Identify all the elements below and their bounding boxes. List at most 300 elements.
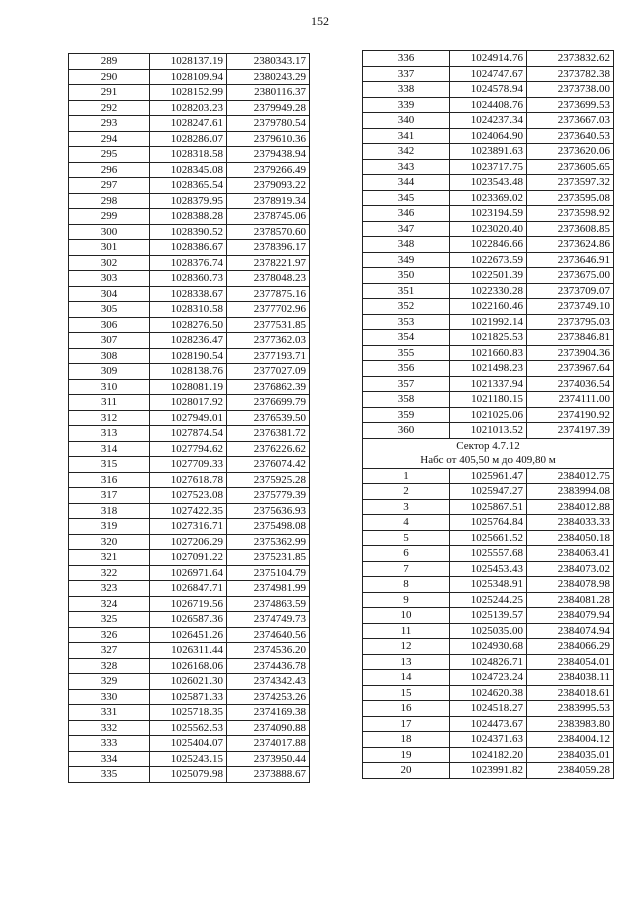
x-coordinate: 1023369.02 bbox=[450, 190, 527, 206]
point-number: 16 bbox=[363, 701, 450, 717]
x-coordinate: 1026451.26 bbox=[150, 627, 227, 643]
x-coordinate: 1025243.15 bbox=[150, 751, 227, 767]
x-coordinate: 1024518.27 bbox=[450, 701, 527, 717]
table-row bbox=[363, 51, 614, 67]
table-row bbox=[69, 472, 310, 488]
y-coordinate: 2383995.53 bbox=[527, 701, 614, 717]
y-coordinate: 2376539.50 bbox=[227, 410, 310, 426]
point-number: 290 bbox=[69, 69, 150, 85]
y-coordinate: 2378221.97 bbox=[227, 255, 310, 271]
table-row bbox=[69, 488, 310, 504]
point-number: 320 bbox=[69, 534, 150, 550]
table-row bbox=[363, 515, 614, 531]
table-row bbox=[69, 627, 310, 643]
point-number: 355 bbox=[363, 345, 450, 361]
x-coordinate: 1024473.67 bbox=[450, 716, 527, 732]
y-coordinate: 2374749.73 bbox=[227, 612, 310, 628]
point-number: 350 bbox=[363, 268, 450, 284]
y-coordinate: 2384078.98 bbox=[527, 577, 614, 593]
table-row bbox=[363, 747, 614, 763]
x-coordinate: 1024747.67 bbox=[450, 66, 527, 82]
table-row bbox=[69, 147, 310, 163]
table-row bbox=[69, 658, 310, 674]
y-coordinate: 2384066.29 bbox=[527, 639, 614, 655]
y-coordinate: 2373699.53 bbox=[527, 97, 614, 113]
point-number: 18 bbox=[363, 732, 450, 748]
y-coordinate: 2384081.28 bbox=[527, 592, 614, 608]
point-number: 289 bbox=[69, 54, 150, 70]
x-coordinate: 1022846.66 bbox=[450, 237, 527, 253]
table-row bbox=[69, 720, 310, 736]
table-row bbox=[69, 751, 310, 767]
point-number: 328 bbox=[69, 658, 150, 674]
point-number: 12 bbox=[363, 639, 450, 655]
x-coordinate: 1025453.43 bbox=[450, 561, 527, 577]
table-row bbox=[363, 407, 614, 423]
table-row bbox=[363, 345, 614, 361]
y-coordinate: 2374342.43 bbox=[227, 674, 310, 690]
point-number: 322 bbox=[69, 565, 150, 581]
sector-header bbox=[363, 438, 614, 468]
x-coordinate: 1025348.91 bbox=[450, 577, 527, 593]
y-coordinate: 2373595.08 bbox=[527, 190, 614, 206]
table-row bbox=[363, 314, 614, 330]
point-number: 315 bbox=[69, 457, 150, 473]
table-row bbox=[363, 670, 614, 686]
x-coordinate: 1026847.71 bbox=[150, 581, 227, 597]
table-row bbox=[69, 534, 310, 550]
table-row bbox=[69, 550, 310, 566]
y-coordinate: 2373620.06 bbox=[527, 144, 614, 160]
point-number: 344 bbox=[363, 175, 450, 191]
x-coordinate: 1028152.99 bbox=[150, 85, 227, 101]
point-number: 319 bbox=[69, 519, 150, 535]
y-coordinate: 2374981.99 bbox=[227, 581, 310, 597]
point-number: 296 bbox=[69, 162, 150, 178]
table-row bbox=[363, 206, 614, 222]
y-coordinate: 2374640.56 bbox=[227, 627, 310, 643]
y-coordinate: 2377193.71 bbox=[227, 348, 310, 364]
y-coordinate: 2377362.03 bbox=[227, 333, 310, 349]
point-number: 332 bbox=[69, 720, 150, 736]
table-row bbox=[363, 561, 614, 577]
y-coordinate: 2384038.11 bbox=[527, 670, 614, 686]
table-row bbox=[363, 654, 614, 670]
point-number: 316 bbox=[69, 472, 150, 488]
y-coordinate: 2374090.88 bbox=[227, 720, 310, 736]
y-coordinate: 2384012.75 bbox=[527, 468, 614, 484]
x-coordinate: 1028379.95 bbox=[150, 193, 227, 209]
point-number: 348 bbox=[363, 237, 450, 253]
y-coordinate: 2374190.92 bbox=[527, 407, 614, 423]
table-row bbox=[69, 333, 310, 349]
x-coordinate: 1021660.83 bbox=[450, 345, 527, 361]
y-coordinate: 2379610.36 bbox=[227, 131, 310, 147]
point-number: 294 bbox=[69, 131, 150, 147]
x-coordinate: 1025961.47 bbox=[450, 468, 527, 484]
point-number: 352 bbox=[363, 299, 450, 315]
y-coordinate: 2377027.09 bbox=[227, 364, 310, 380]
y-coordinate: 2376381.72 bbox=[227, 426, 310, 442]
table-row bbox=[363, 763, 614, 779]
x-coordinate: 1023891.63 bbox=[450, 144, 527, 160]
point-number: 354 bbox=[363, 330, 450, 346]
table-row bbox=[69, 364, 310, 380]
point-number: 329 bbox=[69, 674, 150, 690]
y-coordinate: 2384054.01 bbox=[527, 654, 614, 670]
x-coordinate: 1021337.94 bbox=[450, 376, 527, 392]
x-coordinate: 1021025.06 bbox=[450, 407, 527, 423]
table-row bbox=[69, 317, 310, 333]
y-coordinate: 2379093.22 bbox=[227, 178, 310, 194]
x-coordinate: 1024723.24 bbox=[450, 670, 527, 686]
x-coordinate: 1027618.78 bbox=[150, 472, 227, 488]
table-row bbox=[69, 193, 310, 209]
table-row bbox=[363, 66, 614, 82]
x-coordinate: 1025404.07 bbox=[150, 736, 227, 752]
point-number: 295 bbox=[69, 147, 150, 163]
table-row bbox=[69, 457, 310, 473]
y-coordinate: 2379266.49 bbox=[227, 162, 310, 178]
table-row bbox=[69, 271, 310, 287]
table-row bbox=[363, 623, 614, 639]
table-row bbox=[69, 565, 310, 581]
point-number: 1 bbox=[363, 468, 450, 484]
x-coordinate: 1024826.71 bbox=[450, 654, 527, 670]
table-row bbox=[363, 577, 614, 593]
x-coordinate: 1028203.23 bbox=[150, 100, 227, 116]
table-row bbox=[69, 224, 310, 240]
table-row bbox=[69, 426, 310, 442]
x-coordinate: 1023020.40 bbox=[450, 221, 527, 237]
point-number: 325 bbox=[69, 612, 150, 628]
x-coordinate: 1026587.36 bbox=[150, 612, 227, 628]
table-row bbox=[363, 592, 614, 608]
table-row bbox=[69, 705, 310, 721]
point-number: 359 bbox=[363, 407, 450, 423]
point-number: 309 bbox=[69, 364, 150, 380]
table-row bbox=[69, 178, 310, 194]
y-coordinate: 2380116.37 bbox=[227, 85, 310, 101]
sector-header-row bbox=[363, 438, 614, 468]
point-number: 310 bbox=[69, 379, 150, 395]
table-row bbox=[69, 674, 310, 690]
y-coordinate: 2379780.54 bbox=[227, 116, 310, 132]
x-coordinate: 1024182.20 bbox=[450, 747, 527, 763]
point-number: 324 bbox=[69, 596, 150, 612]
point-number: 304 bbox=[69, 286, 150, 302]
table-row bbox=[69, 162, 310, 178]
y-coordinate: 2377875.16 bbox=[227, 286, 310, 302]
y-coordinate: 2384074.94 bbox=[527, 623, 614, 639]
table-row bbox=[363, 732, 614, 748]
x-coordinate: 1025718.35 bbox=[150, 705, 227, 721]
y-coordinate: 2380343.17 bbox=[227, 54, 310, 70]
table-row bbox=[69, 596, 310, 612]
y-coordinate: 2384018.61 bbox=[527, 685, 614, 701]
y-coordinate: 2384004.12 bbox=[527, 732, 614, 748]
y-coordinate: 2373832.62 bbox=[527, 51, 614, 67]
y-coordinate: 2378745.06 bbox=[227, 209, 310, 225]
x-coordinate: 1024914.76 bbox=[450, 51, 527, 67]
x-coordinate: 1026311.44 bbox=[150, 643, 227, 659]
x-coordinate: 1024064.90 bbox=[450, 128, 527, 144]
y-coordinate: 2376862.39 bbox=[227, 379, 310, 395]
table-row bbox=[363, 639, 614, 655]
table-row bbox=[69, 612, 310, 628]
x-coordinate: 1028081.19 bbox=[150, 379, 227, 395]
point-number: 333 bbox=[69, 736, 150, 752]
y-coordinate: 2373640.53 bbox=[527, 128, 614, 144]
x-coordinate: 1028318.58 bbox=[150, 147, 227, 163]
x-coordinate: 1028276.50 bbox=[150, 317, 227, 333]
point-number: 299 bbox=[69, 209, 150, 225]
point-number: 298 bbox=[69, 193, 150, 209]
sector-title: Сектор 4.7.12 bbox=[456, 439, 520, 452]
table-row bbox=[69, 767, 310, 783]
point-number: 351 bbox=[363, 283, 450, 299]
y-coordinate: 2374253.26 bbox=[227, 689, 310, 705]
point-number: 7 bbox=[363, 561, 450, 577]
y-coordinate: 2373950.44 bbox=[227, 751, 310, 767]
point-number: 360 bbox=[363, 423, 450, 439]
x-coordinate: 1027794.62 bbox=[150, 441, 227, 457]
table-row bbox=[69, 379, 310, 395]
y-coordinate: 2374017.88 bbox=[227, 736, 310, 752]
y-coordinate: 2376226.62 bbox=[227, 441, 310, 457]
table-row bbox=[363, 97, 614, 113]
x-coordinate: 1025079.98 bbox=[150, 767, 227, 783]
y-coordinate: 2377531.85 bbox=[227, 317, 310, 333]
y-coordinate: 2376074.42 bbox=[227, 457, 310, 473]
table-row bbox=[69, 503, 310, 519]
point-number: 346 bbox=[363, 206, 450, 222]
y-coordinate: 2375636.93 bbox=[227, 503, 310, 519]
point-number: 334 bbox=[69, 751, 150, 767]
point-number: 314 bbox=[69, 441, 150, 457]
x-coordinate: 1024620.38 bbox=[450, 685, 527, 701]
point-number: 331 bbox=[69, 705, 150, 721]
point-number: 19 bbox=[363, 747, 450, 763]
x-coordinate: 1027091.22 bbox=[150, 550, 227, 566]
table-row bbox=[363, 330, 614, 346]
table-row bbox=[69, 255, 310, 271]
y-coordinate: 2374863.59 bbox=[227, 596, 310, 612]
y-coordinate: 2373605.65 bbox=[527, 159, 614, 175]
point-number: 297 bbox=[69, 178, 150, 194]
x-coordinate: 1028286.07 bbox=[150, 131, 227, 147]
y-coordinate: 2373749.10 bbox=[527, 299, 614, 315]
x-coordinate: 1022501.39 bbox=[450, 268, 527, 284]
table-row bbox=[69, 209, 310, 225]
table-row bbox=[363, 268, 614, 284]
x-coordinate: 1028345.08 bbox=[150, 162, 227, 178]
table-row bbox=[69, 519, 310, 535]
table-row bbox=[69, 286, 310, 302]
x-coordinate: 1028388.28 bbox=[150, 209, 227, 225]
table-row bbox=[363, 685, 614, 701]
point-number: 20 bbox=[363, 763, 450, 779]
y-coordinate: 2375104.79 bbox=[227, 565, 310, 581]
x-coordinate: 1025871.33 bbox=[150, 689, 227, 705]
table-row bbox=[363, 423, 614, 439]
y-coordinate: 2373624.86 bbox=[527, 237, 614, 253]
table-row bbox=[69, 643, 310, 659]
x-coordinate: 1021013.52 bbox=[450, 423, 527, 439]
x-coordinate: 1028137.19 bbox=[150, 54, 227, 70]
table-row bbox=[363, 499, 614, 515]
table-row bbox=[69, 100, 310, 116]
point-number: 339 bbox=[363, 97, 450, 113]
point-number: 8 bbox=[363, 577, 450, 593]
table-row bbox=[363, 82, 614, 98]
point-number: 307 bbox=[69, 333, 150, 349]
table-row bbox=[69, 302, 310, 318]
y-coordinate: 2373967.64 bbox=[527, 361, 614, 377]
x-coordinate: 1024930.68 bbox=[450, 639, 527, 655]
y-coordinate: 2384033.33 bbox=[527, 515, 614, 531]
x-coordinate: 1028390.52 bbox=[150, 224, 227, 240]
x-coordinate: 1026021.30 bbox=[150, 674, 227, 690]
y-coordinate: 2373904.36 bbox=[527, 345, 614, 361]
point-number: 338 bbox=[363, 82, 450, 98]
y-coordinate: 2373846.81 bbox=[527, 330, 614, 346]
point-number: 356 bbox=[363, 361, 450, 377]
table-row bbox=[363, 299, 614, 315]
y-coordinate: 2374169.38 bbox=[227, 705, 310, 721]
table-row bbox=[69, 240, 310, 256]
x-coordinate: 1025244.25 bbox=[450, 592, 527, 608]
x-coordinate: 1026719.56 bbox=[150, 596, 227, 612]
x-coordinate: 1028138.76 bbox=[150, 364, 227, 380]
x-coordinate: 1024578.94 bbox=[450, 82, 527, 98]
x-coordinate: 1024408.76 bbox=[450, 97, 527, 113]
y-coordinate: 2384012.88 bbox=[527, 499, 614, 515]
table-row bbox=[363, 361, 614, 377]
x-coordinate: 1025867.51 bbox=[450, 499, 527, 515]
x-coordinate: 1028310.58 bbox=[150, 302, 227, 318]
point-number: 303 bbox=[69, 271, 150, 287]
y-coordinate: 2375231.85 bbox=[227, 550, 310, 566]
y-coordinate: 2384063.41 bbox=[527, 546, 614, 562]
point-number: 292 bbox=[69, 100, 150, 116]
x-coordinate: 1027422.35 bbox=[150, 503, 227, 519]
table-row bbox=[69, 116, 310, 132]
table-row bbox=[363, 159, 614, 175]
y-coordinate: 2374036.54 bbox=[527, 376, 614, 392]
x-coordinate: 1027316.71 bbox=[150, 519, 227, 535]
table-row bbox=[69, 441, 310, 457]
table-row bbox=[363, 190, 614, 206]
y-coordinate: 2384073.02 bbox=[527, 561, 614, 577]
x-coordinate: 1028365.54 bbox=[150, 178, 227, 194]
point-number: 313 bbox=[69, 426, 150, 442]
table-row bbox=[363, 701, 614, 717]
point-number: 13 bbox=[363, 654, 450, 670]
point-number: 4 bbox=[363, 515, 450, 531]
y-coordinate: 2383994.08 bbox=[527, 484, 614, 500]
point-number: 302 bbox=[69, 255, 150, 271]
table-row bbox=[69, 54, 310, 70]
left-coordinates-table bbox=[68, 53, 310, 783]
x-coordinate: 1028236.47 bbox=[150, 333, 227, 349]
y-coordinate: 2375779.39 bbox=[227, 488, 310, 504]
y-coordinate: 2373782.38 bbox=[527, 66, 614, 82]
x-coordinate: 1021825.53 bbox=[450, 330, 527, 346]
table-row bbox=[69, 736, 310, 752]
point-number: 308 bbox=[69, 348, 150, 364]
y-coordinate: 2374436.78 bbox=[227, 658, 310, 674]
table-row bbox=[363, 221, 614, 237]
x-coordinate: 1023543.48 bbox=[450, 175, 527, 191]
x-coordinate: 1025139.57 bbox=[450, 608, 527, 624]
y-coordinate: 2376699.79 bbox=[227, 395, 310, 411]
y-coordinate: 2373888.67 bbox=[227, 767, 310, 783]
table-row bbox=[69, 85, 310, 101]
x-coordinate: 1025947.27 bbox=[450, 484, 527, 500]
point-number: 306 bbox=[69, 317, 150, 333]
point-number: 327 bbox=[69, 643, 150, 659]
point-number: 301 bbox=[69, 240, 150, 256]
y-coordinate: 2373675.00 bbox=[527, 268, 614, 284]
x-coordinate: 1021992.14 bbox=[450, 314, 527, 330]
y-coordinate: 2384050.18 bbox=[527, 530, 614, 546]
x-coordinate: 1025035.00 bbox=[450, 623, 527, 639]
x-coordinate: 1023717.75 bbox=[450, 159, 527, 175]
x-coordinate: 1027949.01 bbox=[150, 410, 227, 426]
x-coordinate: 1027206.29 bbox=[150, 534, 227, 550]
x-coordinate: 1028109.94 bbox=[150, 69, 227, 85]
table-row bbox=[363, 252, 614, 268]
x-coordinate: 1021180.15 bbox=[450, 392, 527, 408]
point-number: 6 bbox=[363, 546, 450, 562]
x-coordinate: 1027523.08 bbox=[150, 488, 227, 504]
point-number: 357 bbox=[363, 376, 450, 392]
x-coordinate: 1022330.28 bbox=[450, 283, 527, 299]
point-number: 340 bbox=[363, 113, 450, 129]
point-number: 341 bbox=[363, 128, 450, 144]
x-coordinate: 1027874.54 bbox=[150, 426, 227, 442]
x-coordinate: 1026168.06 bbox=[150, 658, 227, 674]
point-number: 349 bbox=[363, 252, 450, 268]
table-row bbox=[363, 237, 614, 253]
table-row bbox=[69, 581, 310, 597]
point-number: 5 bbox=[363, 530, 450, 546]
x-coordinate: 1022160.46 bbox=[450, 299, 527, 315]
x-coordinate: 1025661.52 bbox=[450, 530, 527, 546]
table-row bbox=[363, 113, 614, 129]
x-coordinate: 1026971.64 bbox=[150, 565, 227, 581]
point-number: 17 bbox=[363, 716, 450, 732]
point-number: 11 bbox=[363, 623, 450, 639]
table-row bbox=[69, 410, 310, 426]
y-coordinate: 2373646.91 bbox=[527, 252, 614, 268]
x-coordinate: 1025562.53 bbox=[150, 720, 227, 736]
x-coordinate: 1028360.73 bbox=[150, 271, 227, 287]
right-coordinates-table bbox=[362, 50, 614, 779]
y-coordinate: 2384059.28 bbox=[527, 763, 614, 779]
table-row bbox=[363, 468, 614, 484]
point-number: 358 bbox=[363, 392, 450, 408]
y-coordinate: 2380243.29 bbox=[227, 69, 310, 85]
x-coordinate: 1025764.84 bbox=[450, 515, 527, 531]
table-row bbox=[363, 392, 614, 408]
y-coordinate: 2374197.39 bbox=[527, 423, 614, 439]
table-row bbox=[69, 131, 310, 147]
point-number: 312 bbox=[69, 410, 150, 426]
x-coordinate: 1027709.33 bbox=[150, 457, 227, 473]
point-number: 337 bbox=[363, 66, 450, 82]
